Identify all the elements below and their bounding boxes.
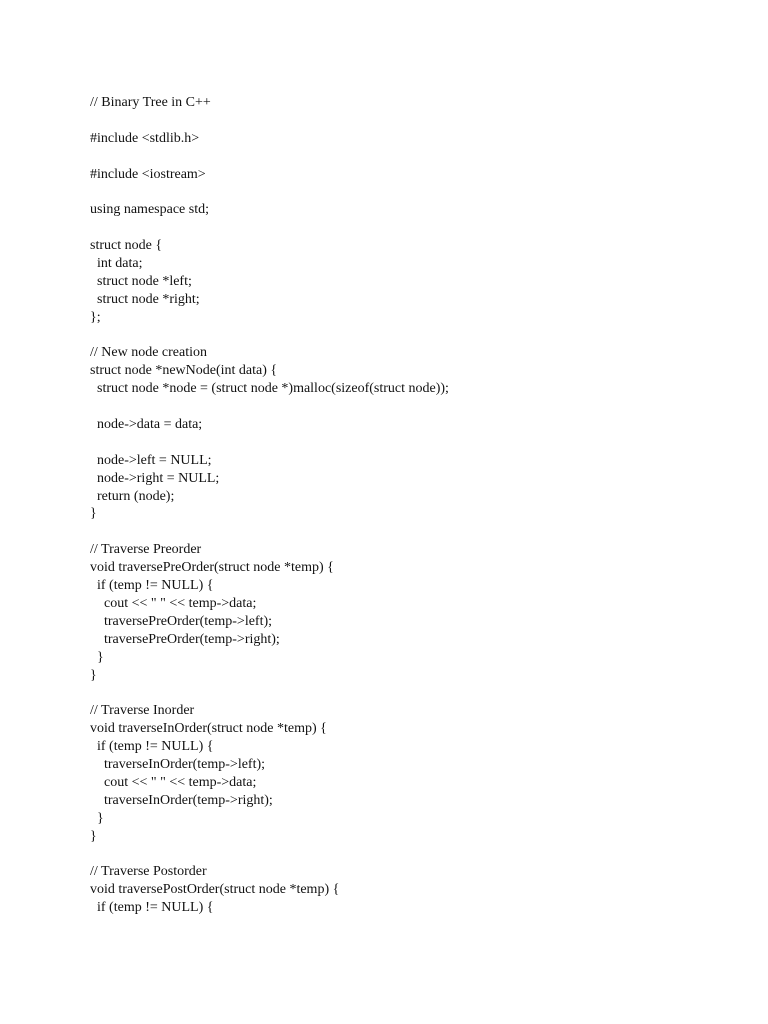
blank-line [90, 112, 730, 130]
code-line: struct node *right; [90, 291, 200, 307]
code-line: }; [90, 309, 101, 325]
code-line: // Traverse Postorder [90, 864, 207, 880]
code-line: } [90, 649, 104, 665]
code-line: // New node creation [90, 345, 208, 361]
blank-line [90, 148, 730, 166]
blank-line [90, 219, 730, 237]
code-line: traverseInOrder(temp->right); [90, 792, 273, 808]
blank-line [90, 845, 730, 863]
blank-line [90, 327, 730, 345]
code-line: node->right = NULL; [90, 470, 220, 486]
code-line: node->left = NULL; [90, 452, 212, 468]
code-line: } [90, 667, 97, 683]
code-line: #include <iostream> [90, 166, 206, 182]
blank-line [90, 523, 730, 541]
blank-line [90, 434, 730, 452]
code-line: // Binary Tree in C++ [90, 95, 211, 110]
code-line: traverseInOrder(temp->left); [90, 756, 266, 772]
blank-line [90, 684, 730, 702]
code-line: void traversePostOrder(struct node *temp) { [90, 882, 340, 898]
code-line: struct node *left; [90, 273, 192, 289]
code-line: } [90, 810, 104, 826]
code-line: if (temp != NULL) { [90, 900, 214, 916]
code-line: if (temp != NULL) { [90, 739, 214, 755]
code-line: int data; [90, 256, 143, 272]
code-line: traversePreOrder(temp->left); [90, 613, 273, 629]
code-line: struct node *node = (struct node *)malloc(sizeof(struct node)); [90, 381, 449, 397]
code-line: using namespace std; [90, 202, 209, 218]
code-line: struct node *newNode(int data) { [90, 363, 278, 379]
code-line: cout << " " << temp->data; [90, 774, 257, 790]
code-line: struct node { [90, 238, 163, 254]
code-line: } [90, 506, 97, 522]
blank-line [90, 398, 730, 416]
code-line: if (temp != NULL) { [90, 578, 214, 594]
code-line: } [90, 828, 97, 844]
code-line: // Traverse Preorder [90, 542, 202, 558]
code-line: node->data = data; [90, 417, 203, 433]
code-line: void traversePreOrder(struct node *temp) { [90, 560, 334, 576]
code-line: void traverseInOrder(struct node *temp) { [90, 721, 327, 737]
code-line: traversePreOrder(temp->right); [90, 631, 280, 647]
code-line: return (node); [90, 488, 175, 504]
code-block [90, 94, 730, 917]
code-line: #include <stdlib.h> [90, 130, 200, 146]
blank-line [90, 183, 730, 201]
code-line: // Traverse Inorder [90, 703, 195, 719]
code-line: cout << " " << temp->data; [90, 595, 257, 611]
